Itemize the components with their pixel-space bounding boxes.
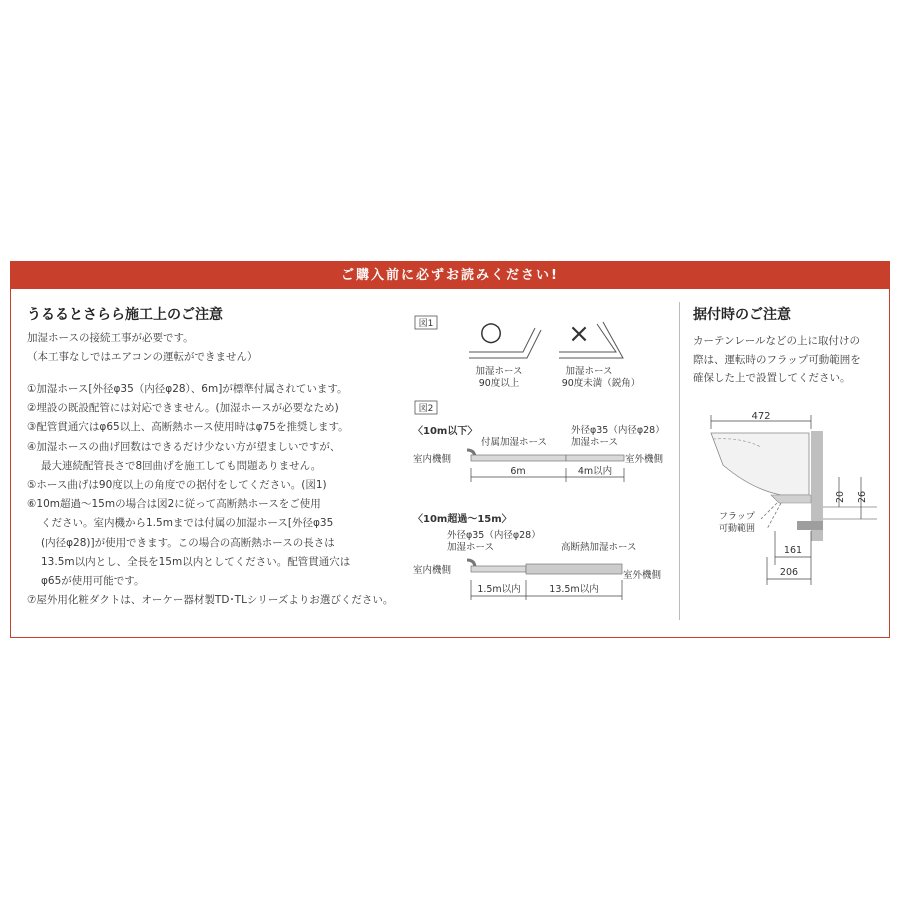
- dim-206: 206: [779, 567, 799, 578]
- installation-notes-body: [693, 332, 861, 388]
- indoor-unit: [711, 433, 809, 495]
- case1-len1: 6m: [510, 466, 526, 477]
- case1-hose-extension: [566, 455, 624, 461]
- notes-list: [27, 380, 393, 610]
- ok-caption-line: 90度以上: [478, 378, 520, 389]
- ng-caption-line: 90度未満（鋭角）: [561, 378, 641, 389]
- fig2-label: 図2: [418, 404, 434, 414]
- ok-mark: ○: [479, 317, 503, 347]
- notice-banner: ご購入前に必ずお読みください!: [11, 262, 889, 289]
- case2-heading: 〈10m超過～15m〉: [413, 514, 512, 525]
- case1-spec-label: 加湿ホース: [571, 437, 619, 448]
- purchase-notice: [10, 261, 890, 638]
- case2-hose-label: 高断熱加湿ホース: [561, 542, 637, 553]
- case2-spec-label: 加湿ホース: [447, 542, 495, 553]
- curtain-rail: [797, 521, 823, 530]
- hose-diagrams: [411, 310, 676, 630]
- ok-bend-illustration: [469, 317, 541, 358]
- note-item: ③配管貫通穴はφ65以上、高断熱ホース使用時はφ75を推奨します。: [27, 421, 349, 434]
- case2-spec-label: 外径φ35（内径φ28）: [447, 530, 541, 541]
- case2-hose-insulated: [526, 564, 622, 574]
- body-line: 確保した上で設置してください。: [693, 372, 851, 384]
- flap-label: フラップ: [719, 512, 755, 522]
- intro-line: （本工事なしではエアコンの運転ができません）: [27, 351, 258, 363]
- case2-hose-attached: [471, 566, 526, 572]
- case2-len2: 13.5m以内: [549, 584, 599, 595]
- dim-161: 161: [783, 545, 803, 556]
- flap-label: 可動範囲: [719, 524, 756, 534]
- case1-outdoor-label: 室外機側: [625, 454, 664, 465]
- construction-notes-title: うるるとさらら施工上のご注意: [27, 307, 223, 323]
- case1-hose-attached: [471, 455, 566, 461]
- case2-outdoor-label: 室外機側: [623, 570, 662, 581]
- note-item: ④加湿ホースの曲げ回数はできるだけ少ない方が望ましいですが、: [27, 440, 341, 453]
- dim-width: 472: [751, 411, 771, 422]
- note-item: 最大連続配管長さで8回曲げを施工しても問題ありません。: [41, 459, 322, 472]
- note-item: ⑦屋外用化粧ダクトは、オーケー器材製TD･TLシリーズよりお選びください。: [27, 594, 394, 607]
- fig1-label: 図1: [418, 319, 434, 329]
- note-item: ⑥10m超過～15mの場合は図2に従って高断熱ホースをご使用: [27, 498, 321, 511]
- dim-26: 26: [857, 490, 868, 504]
- body-line: 際は、運転時のフラップ可動範囲を: [693, 353, 861, 366]
- case2-indoor-label: 室内機側: [413, 565, 452, 576]
- unit-clearance-diagram: [701, 407, 881, 587]
- ok-caption-line: 加湿ホース: [475, 366, 523, 377]
- ng-bend-illustration: [559, 319, 623, 358]
- note-item: ください。室内機から1.5mまでは付属の加湿ホース[外径φ35: [41, 517, 334, 530]
- note-item: 13.5m以内とし、全長を15m以内としてください。配管貫通穴は: [41, 555, 351, 568]
- note-item: ②埋設の既設配管には対応できません。(加湿ホースが必要なため): [27, 402, 339, 415]
- dim-20: 20: [835, 490, 846, 504]
- case1-spec-label: 外径φ35（内径φ28）: [571, 425, 665, 436]
- column-divider: [679, 302, 680, 620]
- note-item: ①加湿ホース[外径φ35（内径φ28）、6m]が標準付属されています。: [27, 383, 348, 395]
- case1-heading: 〈10m以下〉: [413, 426, 478, 437]
- case2-len1: 1.5m以内: [477, 584, 521, 595]
- body-line: カーテンレールなどの上に取付けの: [693, 335, 861, 347]
- ng-caption-line: 加湿ホース: [565, 366, 613, 377]
- note-item: φ65が使用可能です。: [41, 575, 145, 588]
- installation-notes-title: 据付時のご注意: [693, 307, 791, 323]
- ng-mark: ×: [568, 319, 590, 349]
- note-item: (内径φ28)]が使用できます。この場合の高断熱ホースの長さは: [41, 536, 335, 549]
- case1-indoor-label: 室内機側: [413, 454, 452, 465]
- case1-len2: 4m以内: [577, 466, 613, 477]
- intro-line: 加湿ホースの接続工事が必要です。: [27, 332, 194, 344]
- intro-text: [27, 329, 257, 367]
- case1-hose-label: 付属加湿ホース: [481, 437, 548, 448]
- note-item: ⑤ホース曲げは90度以上の角度での据付をしてください。(図1): [27, 479, 327, 492]
